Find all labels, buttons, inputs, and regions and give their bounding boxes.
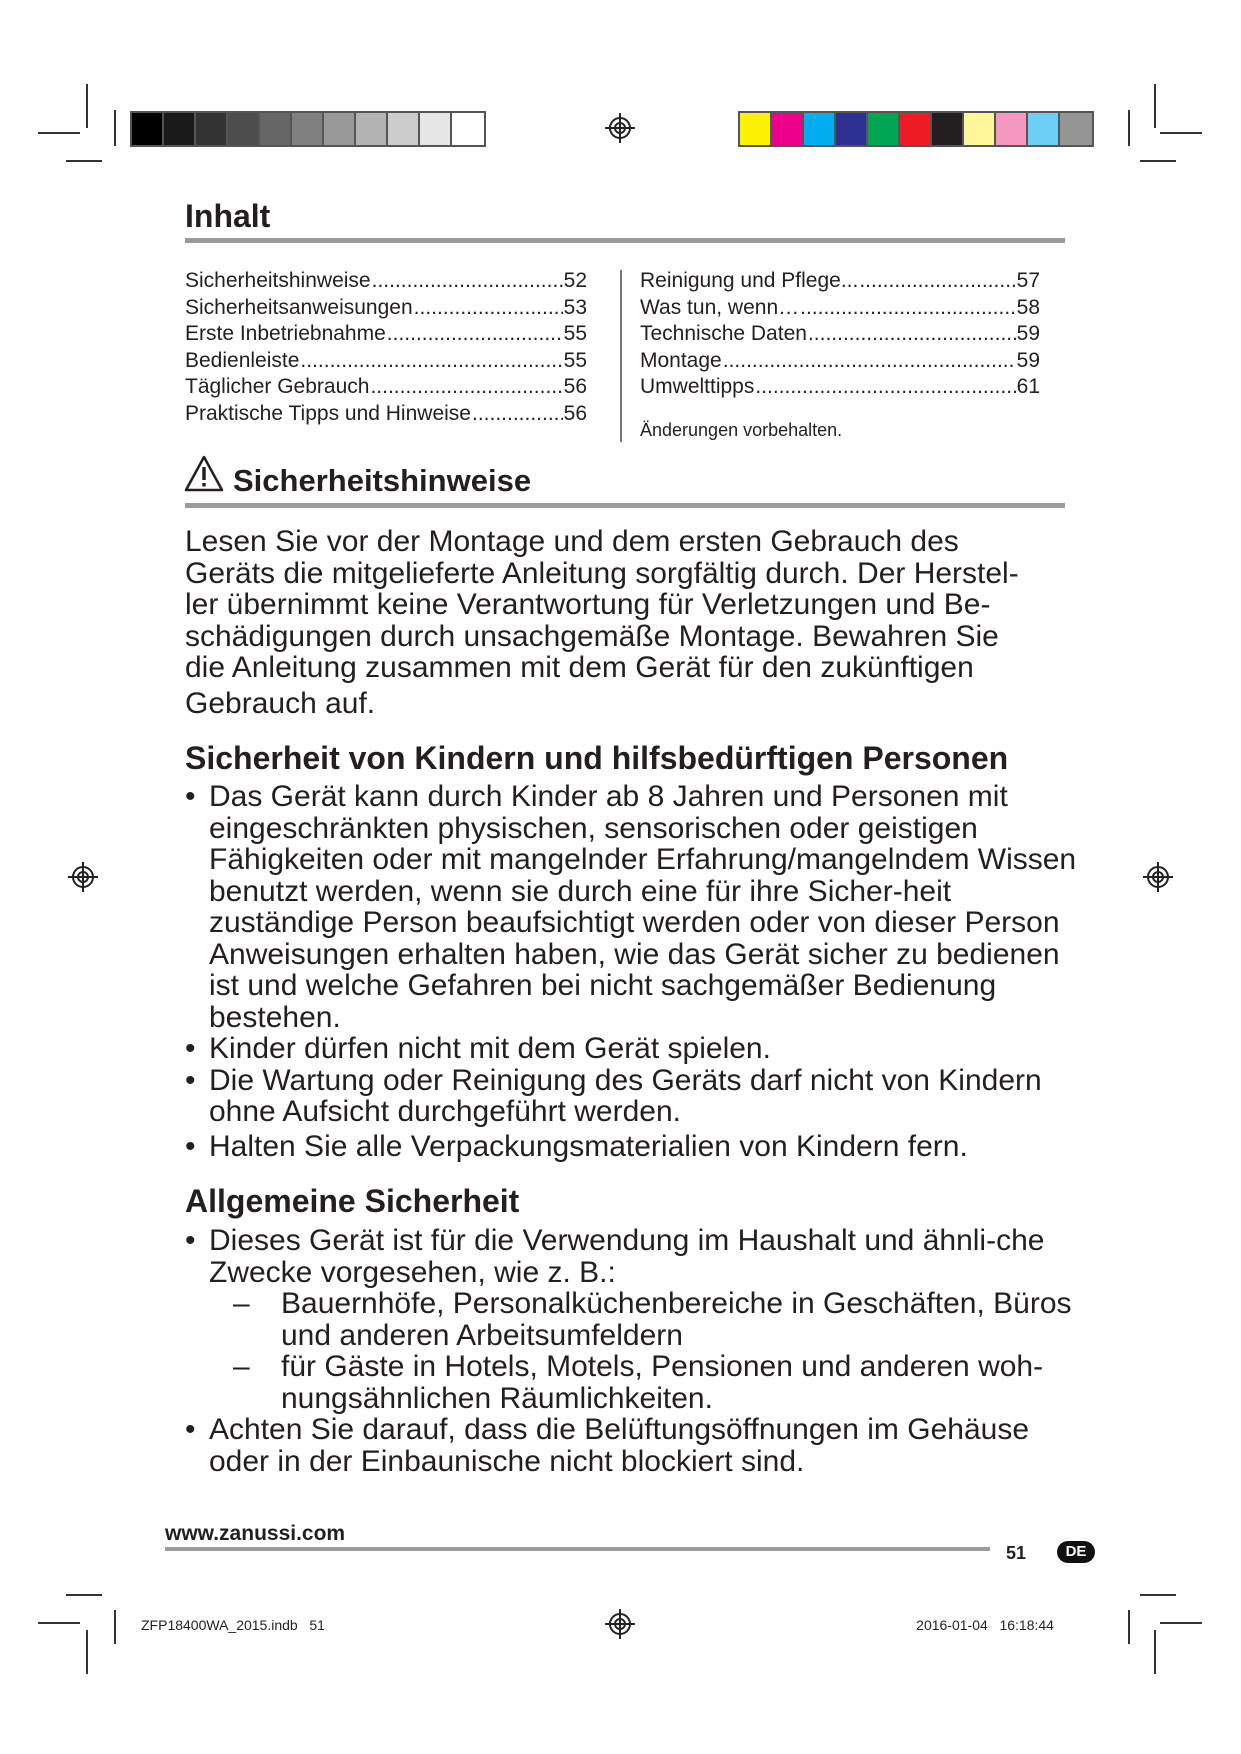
color-swatch [196, 113, 228, 145]
color-swatch [260, 113, 292, 145]
children-safety-heading: Sicherheit von Kindern und hilfsbedürftigen Personen [185, 740, 1009, 776]
crop-mark [86, 1630, 88, 1674]
toc-entry-page: 59 [1016, 322, 1040, 345]
toc-entry[interactable] [640, 348, 1040, 375]
toc-entry-label: Was tun, wenn… [640, 295, 800, 319]
registration-mark-icon [605, 113, 635, 143]
registration-mark-icon [68, 862, 98, 892]
crop-mark [66, 160, 102, 162]
toc-entry[interactable] [185, 374, 587, 401]
crop-mark [1128, 1610, 1130, 1644]
crop-mark [38, 1622, 80, 1624]
dash-marker: – [233, 1350, 250, 1383]
color-swatch [164, 113, 196, 145]
intro-line: ler übernimmt keine Verantwortung für Verletzungen und Be- [185, 588, 991, 621]
color-swatch [420, 113, 452, 145]
crop-mark [66, 1594, 102, 1596]
toc-entry-page: 52 [563, 269, 587, 292]
list-item [185, 1225, 1085, 1414]
crop-mark [38, 132, 80, 134]
toc-entry-label: Täglicher Gebrauch [185, 375, 370, 398]
color-swatch [868, 113, 900, 145]
color-swatch [452, 113, 484, 145]
toc-right-column [640, 268, 1040, 401]
safety-heading: Sicherheitshinweise [233, 463, 532, 498]
crop-mark [86, 84, 88, 128]
toc-entry[interactable] [640, 268, 1040, 295]
color-swatch [932, 113, 964, 145]
list-item: • Die Wartung oder Reinigung des Geräts darf nicht von Kindern ohne Aufsicht durchgeführt werden. [185, 1065, 1085, 1128]
toc-entry-page: 58 [1016, 295, 1040, 319]
toc-entry-label: Sicherheitsanweisungen [185, 295, 413, 319]
intro-line: Gebrauch auf. [185, 686, 376, 720]
toc-leader-dots [414, 295, 563, 322]
print-slug: ZFP18400WA_2015.indb 51 2016-01-04 16:18:44 [141, 1617, 1054, 1633]
crop-mark [1140, 1594, 1176, 1596]
toc-entry-label: Bedienleiste [185, 348, 300, 372]
color-swatch [132, 113, 164, 145]
toc-leader-dots [387, 321, 563, 348]
toc-entry-page: 53 [563, 295, 587, 319]
safety-intro-paragraph [185, 526, 1085, 719]
toc-entry[interactable] [185, 295, 587, 322]
color-calibration-bar [738, 111, 1094, 147]
toc-entry-page: 55 [563, 322, 587, 345]
list-item-text: • Dieses Gerät ist für die Verwendung im Haushalt und ähnli-che Zwecke vorgesehen, wie z. B.: [209, 1224, 1045, 1289]
color-swatch [388, 113, 420, 145]
color-swatch [356, 113, 388, 145]
toc-entry[interactable] [185, 321, 587, 348]
toc-column-divider [620, 270, 622, 442]
sub-list-item [209, 1351, 1085, 1414]
toc-title: Inhalt [185, 198, 271, 234]
color-swatch [964, 113, 996, 145]
footer-rule [165, 1547, 990, 1551]
list-item: • Halten Sie alle Verpackungsmaterialien von Kindern fern. [185, 1131, 1085, 1163]
intro-line: Lesen Sie vor der Montage und dem ersten Gebrauch des [185, 525, 959, 558]
color-swatch [324, 113, 356, 145]
color-swatch [900, 113, 932, 145]
general-safety-heading: Allgemeine Sicherheit [185, 1183, 520, 1219]
color-swatch [772, 113, 804, 145]
toc-entry-label: Umwelttipps [640, 375, 755, 398]
list-item: • Das Gerät kann durch Kinder ab 8 Jahren und Personen mit eingeschränkten physischen, sensorischen oder geistigen Fähigkeiten oder mit mangelnder Erfahrung/mangelndem Wissen benutzt werden, wenn sie durch eine für ihre Sicher-heit zuständige Person beaufsichtigt werden oder von dieser Person Anweisungen erhalten haben, wie das Gerät sicher zu bedienen ist und welche Gefahren bei nicht sachgemäßer Bedienung bestehen. [185, 781, 1085, 1033]
toc-entry[interactable] [640, 295, 1040, 322]
sub-list-item-text: für Gäste in Hotels, Motels, Pensionen und anderen woh-nungsähnlichen Räumlichkeiten. [281, 1350, 1044, 1415]
toc-leader-dots [372, 268, 563, 295]
children-safety-list [185, 781, 1085, 1162]
color-swatch [996, 113, 1028, 145]
toc-entry[interactable] [640, 374, 1040, 401]
intro-line: die Anleitung zusammen mit dem Gerät für den zukünftigen [185, 651, 974, 684]
toc-entry-page: 59 [1016, 348, 1040, 372]
dash-marker: – [233, 1287, 250, 1320]
toc-leader-dots [472, 401, 563, 428]
toc-leader-dots [723, 348, 1016, 375]
toc-entry[interactable] [185, 401, 587, 428]
list-item: • Kinder dürfen nicht mit dem Gerät spielen. [185, 1033, 1085, 1065]
toc-note: Änderungen vorbehalten. [640, 420, 843, 440]
grayscale-calibration-bar [130, 111, 486, 147]
crop-mark [1154, 1630, 1156, 1674]
toc-entry-label: Reinigung und Pflege... [640, 269, 859, 292]
general-safety-list [185, 1225, 1085, 1477]
color-swatch [804, 113, 836, 145]
crop-mark [114, 1610, 116, 1644]
toc-entry-page: 55 [563, 348, 587, 372]
toc-title-rule [185, 238, 1065, 243]
color-swatch [292, 113, 324, 145]
language-badge: DE [1057, 1541, 1095, 1563]
intro-line: schädigungen durch unsachgemäße Montage. Bewahren Sie [185, 619, 999, 653]
toc-leader-dots [300, 348, 562, 375]
toc-entry-label: Praktische Tipps und Hinweise [185, 401, 471, 425]
color-swatch [228, 113, 260, 145]
sub-list-item [209, 1288, 1085, 1351]
warning-icon [184, 455, 224, 493]
toc-entry-page: 56 [563, 375, 587, 398]
color-swatch [1060, 113, 1092, 145]
toc-entry[interactable] [185, 268, 587, 295]
crop-mark [1154, 84, 1156, 128]
toc-entry-page: 61 [1016, 375, 1040, 398]
footer-url-link[interactable]: www.zanussi.com [165, 1522, 346, 1545]
color-swatch [836, 113, 868, 145]
color-swatch [740, 113, 772, 145]
list-item: • Achten Sie darauf, dass die Belüftungsöffnungen im Gehäuse oder in der Einbaunische nicht blockiert sind. [185, 1414, 1085, 1477]
toc-leader-dots [808, 321, 1016, 348]
toc-leader-dots [755, 374, 1015, 401]
toc-entry[interactable] [185, 348, 587, 375]
crop-mark [1128, 110, 1130, 146]
toc-entry-label: Technische Daten [640, 322, 807, 345]
crop-mark [1160, 132, 1202, 134]
registration-mark-icon [1143, 862, 1173, 892]
toc-entry-page: 56 [563, 401, 587, 425]
color-swatch [1028, 113, 1060, 145]
toc-entry-label: Sicherheitshinweise [185, 269, 371, 292]
page-number: 51 [1006, 1543, 1027, 1563]
intro-line: Geräts die mitgelieferte Anleitung sorgfältig durch. Der Herstel- [185, 556, 1019, 590]
toc-entry-page: 57 [1016, 269, 1040, 292]
toc-entry[interactable] [640, 321, 1040, 348]
toc-leader-dots [859, 268, 1015, 295]
sub-list-item-text: Bauernhöfe, Personalküchenbereiche in Geschäften, Büros und anderen Arbeitsumfeldern [281, 1287, 1072, 1352]
toc-entry-label: Erste Inbetriebnahme [185, 322, 386, 345]
crop-mark [1140, 160, 1176, 162]
toc-leader-dots [370, 374, 562, 401]
crop-mark [114, 110, 116, 146]
toc-entry-label: Montage [640, 348, 722, 372]
toc-left-column [185, 268, 587, 427]
crop-mark [1160, 1622, 1202, 1624]
safety-heading-rule [185, 503, 1065, 508]
toc-leader-dots [800, 295, 1016, 322]
